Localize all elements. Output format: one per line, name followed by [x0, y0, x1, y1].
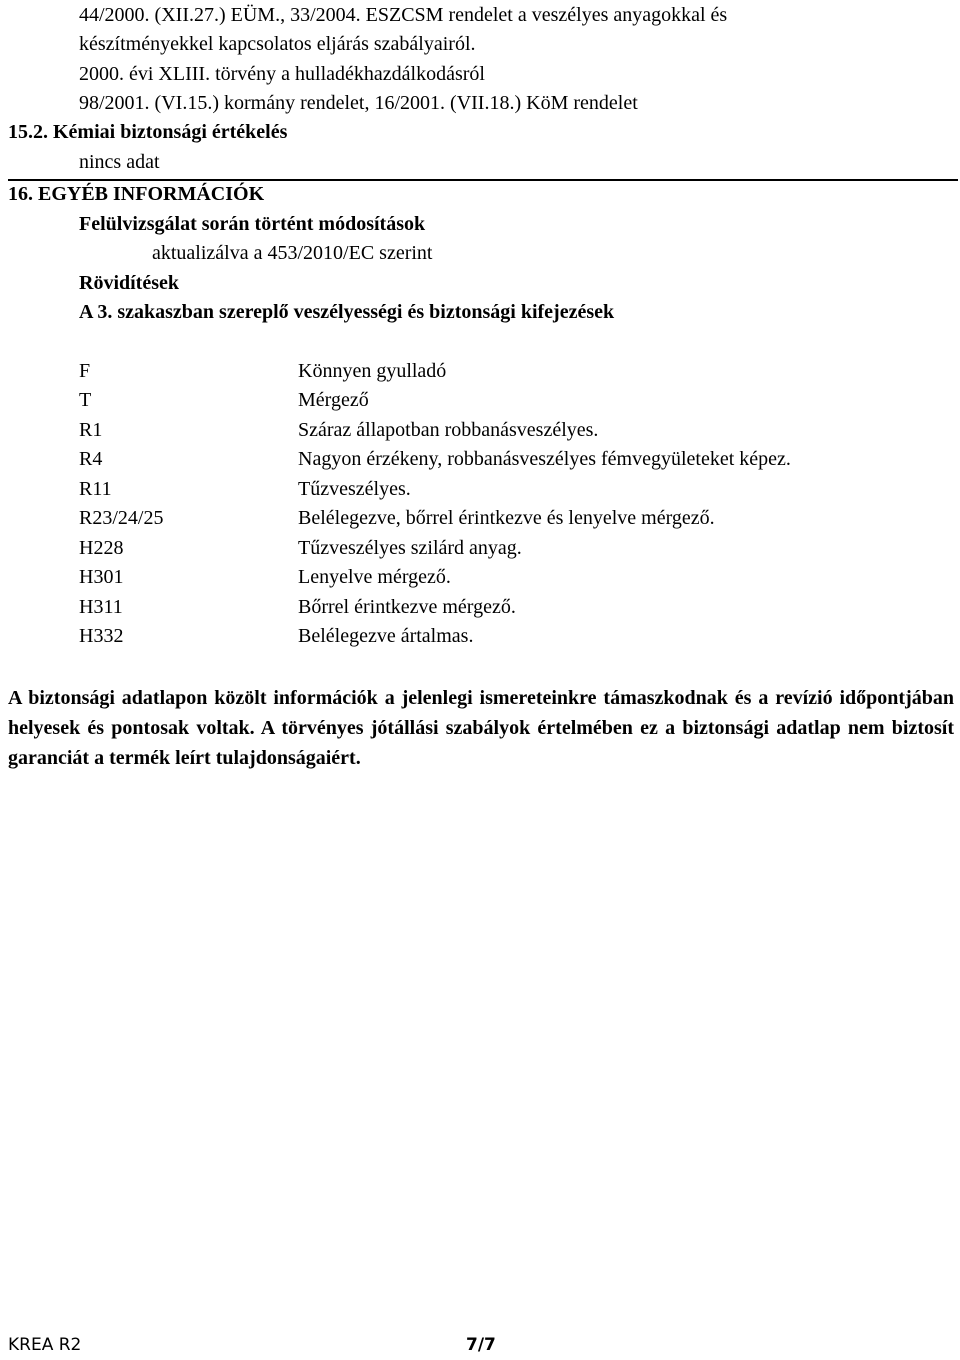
regulation-line: készítményekkel kapcsolatos eljárás szabályairól. — [79, 33, 476, 55]
abbreviation-code: R4 — [79, 448, 103, 470]
section-15-2-value: nincs adat — [79, 151, 160, 173]
section-divider — [8, 179, 958, 181]
revision-heading: Felülvizsgálat során történt módosítások — [79, 213, 426, 235]
section-16-heading: 16. EGYÉB INFORMÁCIÓK — [8, 183, 265, 205]
regulation-line: 98/2001. (VI.15.) kormány rendelet, 16/2001. (VII.18.) KöM rendelet — [79, 92, 638, 114]
abbreviation-description: Belélegezve, bőrrel érintkezve és lenyelve mérgező. — [298, 507, 715, 529]
abbreviation-description: Belélegezve ártalmas. — [298, 625, 474, 647]
abbreviation-description: Tűzveszélyes. — [298, 478, 411, 500]
abbreviation-description: Mérgező — [298, 389, 369, 411]
abbreviation-code: F — [79, 360, 91, 382]
footer-page-number: 7/7 — [466, 1335, 496, 1355]
abbreviation-code: R23/24/25 — [79, 507, 164, 529]
abbreviation-code: R11 — [79, 478, 112, 500]
abbreviation-description: Nagyon érzékeny, robbanásveszélyes fémvegyületeket képez. — [298, 448, 791, 470]
abbreviation-code: H332 — [79, 625, 124, 647]
revision-text: aktualizálva a 453/2010/EC szerint — [152, 242, 433, 264]
abbreviation-description: Lenyelve mérgező. — [298, 566, 451, 588]
abbreviation-description: Száraz állapotban robbanásveszélyes. — [298, 419, 599, 441]
abbreviation-code: H311 — [79, 596, 123, 618]
abbreviation-code: H228 — [79, 537, 124, 559]
regulation-line: 44/2000. (XII.27.) EÜM., 33/2004. ESZCSM rendelet a veszélyes anyagokkal és — [79, 4, 728, 26]
abbreviation-code: R1 — [79, 419, 103, 441]
footer-product-name: KREA R2 — [8, 1335, 82, 1355]
abbreviations-subheading: A 3. szakaszban szereplő veszélyességi és biztonsági kifejezések — [79, 301, 615, 323]
abbreviation-description: Bőrrel érintkezve mérgező. — [298, 596, 516, 618]
section-15-2-heading: 15.2. Kémiai biztonsági értékelés — [8, 121, 288, 143]
regulation-line: 2000. évi XLIII. törvény a hulladékhazdálkodásról — [79, 63, 485, 85]
abbreviation-code: T — [79, 389, 92, 411]
abbreviation-description: Könnyen gyulladó — [298, 360, 447, 382]
abbreviation-code: H301 — [79, 566, 124, 588]
disclaimer-paragraph: A biztonsági adatlapon közölt információk a jelenlegi ismereteinkre támaszkodnak és a revízió időpontjában helyesek és pontosak voltak. A törvényes jótállási szabályok értelmében ez a biztonsági adatlap nem biztosít garanciát a termék leírt tulajdonságaiért. — [8, 687, 954, 769]
abbreviations-heading: Rövidítések — [79, 272, 179, 294]
abbreviation-description: Tűzveszélyes szilárd anyag. — [298, 537, 522, 559]
